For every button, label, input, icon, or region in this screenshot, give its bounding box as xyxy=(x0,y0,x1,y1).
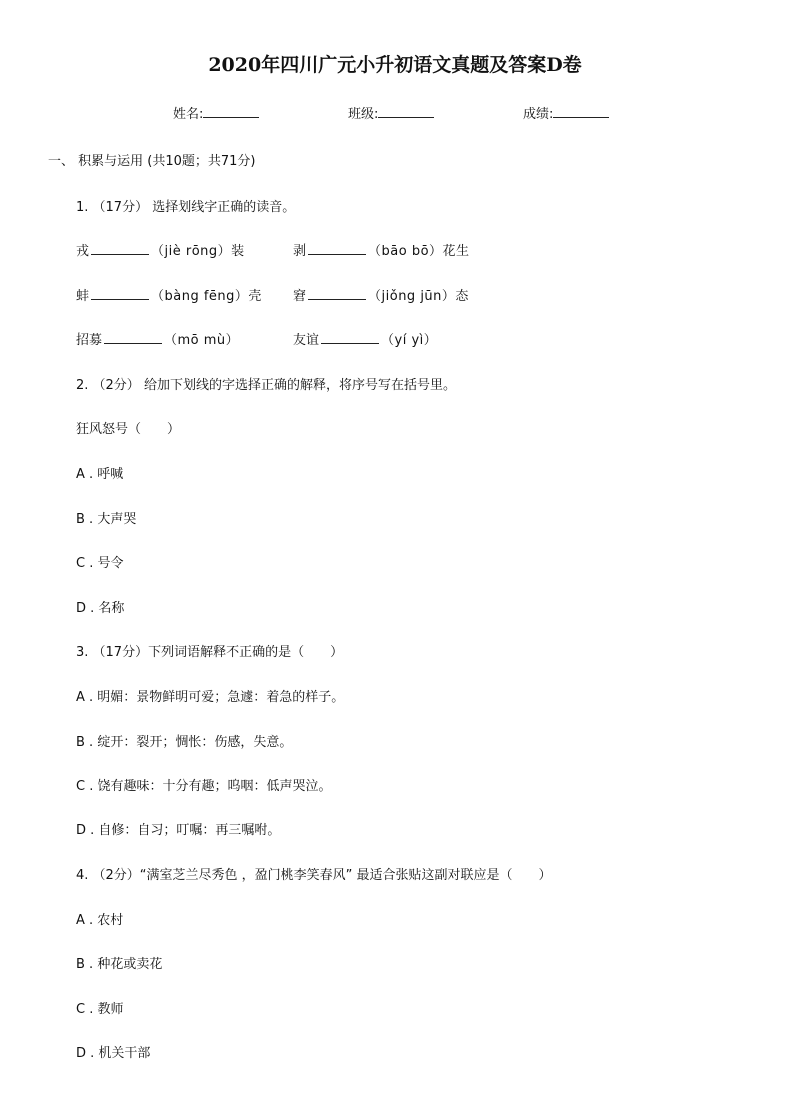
score-field xyxy=(523,103,609,122)
q1-r3-b-pinyin: （yí yì） xyxy=(381,333,438,348)
question-3-stem: 3. （17分）下列词语解释不正确的是（ ） xyxy=(76,645,344,660)
q1-row-1-right xyxy=(293,240,470,259)
question-2-sub: 狂风怒号（ ） xyxy=(76,422,181,437)
section-heading: 一、 积累与运用 (共10题；共71分) xyxy=(48,154,256,169)
q1-row-3-right xyxy=(293,329,437,348)
q3-option-c[interactable]: C . 饶有趣味：十分有趣；呜咽：低声哭泣。 xyxy=(76,779,332,794)
score-blank[interactable] xyxy=(553,105,609,118)
q1-row-2-left xyxy=(76,285,262,304)
question-1-stem: 1. （17分） 选择划线字正确的读音。 xyxy=(76,200,296,215)
q2-option-d[interactable]: D . 名称 xyxy=(76,601,125,616)
q4-option-a[interactable]: A . 农村 xyxy=(76,913,124,928)
q1-r2-b-pinyin: （jiǒng jūn）态 xyxy=(368,289,469,304)
q4-option-b[interactable]: B . 种花或卖花 xyxy=(76,957,163,972)
q2-option-a[interactable]: A . 呼喊 xyxy=(76,467,124,482)
score-label: 成绩: xyxy=(523,107,554,122)
q1-r2-a-word: 蚌 xyxy=(76,289,90,304)
q1-r1-b-pinyin: （bāo bō）花生 xyxy=(368,244,470,259)
q1-row-2-right xyxy=(293,285,469,304)
q3-option-d[interactable]: D . 自修：自习；叮嘱：再三嘱咐。 xyxy=(76,823,281,838)
q1-row-3-left xyxy=(76,329,239,348)
answer-blank[interactable] xyxy=(91,242,149,255)
q3-option-a[interactable]: A . 明媚：景物鲜明可爱；急遽：着急的样子。 xyxy=(76,690,345,705)
question-4-stem: 4. （2分）“满室芝兰尽秀色 ，盈门桃李笑春风” 最适合张贴这副对联应是（ ） xyxy=(76,868,552,883)
q1-row-1-left xyxy=(76,240,245,259)
page-title: 2020年四川广元小升初语文真题及答案D卷 xyxy=(208,54,582,76)
q1-r3-b-word: 友谊 xyxy=(293,333,320,348)
class-blank[interactable] xyxy=(378,105,434,118)
q1-r1-a-word: 戎 xyxy=(76,244,90,259)
q4-option-d[interactable]: D . 机关干部 xyxy=(76,1046,151,1061)
q1-r3-a-word: 招募 xyxy=(76,333,103,348)
answer-blank[interactable] xyxy=(308,287,366,300)
q1-r1-b-word: 剥 xyxy=(293,244,307,259)
answer-blank[interactable] xyxy=(308,242,366,255)
q1-r3-a-pinyin: （mō mù） xyxy=(164,333,240,348)
answer-blank[interactable] xyxy=(91,287,149,300)
class-label: 班级: xyxy=(348,107,379,122)
q4-option-c[interactable]: C . 教师 xyxy=(76,1002,124,1017)
q1-r2-a-pinyin: （bàng fēng）壳 xyxy=(151,289,262,304)
name-blank[interactable] xyxy=(203,105,259,118)
answer-blank[interactable] xyxy=(104,331,162,344)
q2-option-b[interactable]: B . 大声哭 xyxy=(76,512,137,527)
name-field xyxy=(173,103,259,122)
class-field xyxy=(348,103,434,122)
q1-r2-b-word: 窘 xyxy=(293,289,307,304)
question-2-stem: 2. （2分） 给加下划线的字选择正确的解释，将序号写在括号里。 xyxy=(76,378,456,393)
name-label: 姓名: xyxy=(173,107,204,122)
q2-option-c[interactable]: C . 号令 xyxy=(76,556,124,571)
q1-r1-a-pinyin: （jiè rōng）装 xyxy=(151,244,245,259)
answer-blank[interactable] xyxy=(321,331,379,344)
q3-option-b[interactable]: B . 绽开：裂开；惆怅：伤感，失意。 xyxy=(76,735,293,750)
